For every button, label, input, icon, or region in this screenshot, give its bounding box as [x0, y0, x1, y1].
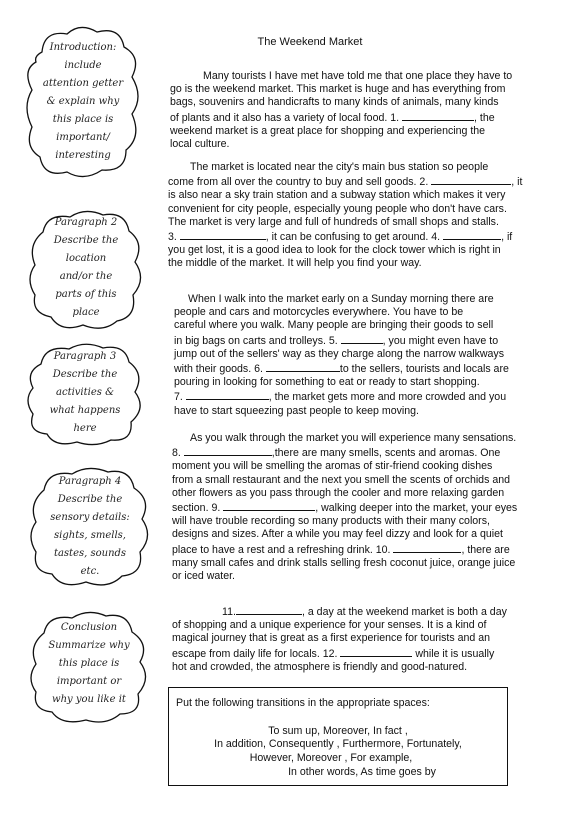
text-line: you get lost, it is a good idea to look for the clock tower which is right in: [168, 244, 501, 257]
cloud-line: sights, smells,: [54, 530, 126, 541]
text-line: people and cars and motorcycles everywhere. You have to be: [174, 306, 464, 319]
cloud-line: important/: [56, 132, 110, 143]
cloud-line: Describe the: [57, 494, 123, 505]
text-line: 11. , a day at the weekend market is both a day: [222, 606, 507, 618]
text-line: or iced water.: [172, 570, 236, 583]
blank-2[interactable]: [431, 174, 511, 185]
cloud-line: Summarize why: [48, 640, 130, 651]
blank-11[interactable]: [236, 604, 302, 615]
text-line: of shopping and a unique experience for your senses. It is a kind of: [172, 619, 487, 632]
cloud-line: what happens: [49, 405, 121, 416]
paragraph-activities: [174, 293, 509, 418]
paragraph-introduction: [170, 70, 512, 151]
text-line: with their goods. 6. to the sellers, tourists and locals are: [174, 363, 509, 376]
cloud-line: and/or the: [59, 271, 113, 282]
cloud-line: sensory details:: [50, 512, 130, 523]
text-line: have to start squeezing past people to keep moving.: [174, 404, 419, 417]
text-line: 8. ,there are many smells, scents and aromas. One: [172, 447, 501, 460]
blank-3[interactable]: [180, 229, 266, 240]
blank-1[interactable]: [402, 110, 474, 121]
cloud-line: Paragraph 4: [58, 476, 122, 487]
text-line: many small cafes and drink stalls selling fresh coconut juice, orange juice: [172, 556, 516, 569]
text-line: other flowers as you pass through the cooler and more relaxing garden: [172, 486, 505, 499]
cloud-line: this place is: [58, 658, 120, 669]
text-line: The market is located near the city's main bus station so people: [190, 161, 489, 173]
text-line: go is the weekend market. This market is huge and has everything from: [170, 83, 506, 96]
transitions-box: [168, 687, 508, 786]
text-line: hot and crowded, the atmosphere is friendly and good-natured.: [172, 660, 468, 673]
cloud-line: Paragraph 2: [54, 217, 118, 228]
cloud-paragraph-2: [25, 207, 147, 332]
text-line: escape from daily life for locals. 12. while it is usually: [172, 647, 495, 660]
transition-list-line: However, Moreover , For example,: [249, 752, 413, 764]
text-line: pouring in looking for something to eat or ready to start shopping.: [174, 376, 480, 389]
text-line: will have trouble recording so many products with their many colors,: [172, 515, 490, 528]
text-line: from a small restaurant and the next you smell the scents of orchids and: [172, 473, 510, 486]
text-line: convenient for city people, especially young people who don't have cars.: [168, 202, 507, 215]
cloud-line: location: [65, 253, 107, 264]
text-line: in big bags on carts and trolleys. 5. , you might even have to: [174, 334, 499, 347]
cloud-line: include: [64, 60, 102, 71]
cloud-line: Describe the: [53, 235, 119, 246]
text-line: place to have a rest and a refreshing drink. 10. , there are: [172, 543, 510, 556]
text-line: of plants and it also has a variety of local food. 1. , the: [170, 111, 495, 124]
text-line: is also near a sky train station and a subway station which makes it very: [168, 189, 506, 202]
page-title: The Weekend Market: [257, 36, 363, 48]
cloud-paragraph-3: [23, 340, 147, 448]
blank-5[interactable]: [341, 333, 383, 344]
text-line: come from all over the country to buy and sell goods. 2. , it: [168, 176, 523, 189]
cloud-line: Paragraph 3: [53, 351, 117, 362]
text-line: careful where you walk. Many people are bringing their goods to sell: [174, 319, 494, 332]
cloud-line: activities &: [56, 387, 114, 398]
text-line: jump out of the sellers' way as they charge along the narrow walkways: [174, 347, 505, 360]
blank-6[interactable]: [266, 361, 340, 372]
text-line: local culture.: [170, 138, 230, 151]
cloud-line: tastes, sounds: [53, 548, 127, 559]
text-line: When I walk into the market early on a Sunday morning there are: [188, 293, 494, 305]
cloud-line: Introduction:: [49, 42, 117, 53]
instruction-text: Put the following transitions in the appropriate spaces:: [176, 697, 430, 709]
blank-4[interactable]: [443, 229, 501, 240]
transition-list-line: In other words, As time goes by: [288, 766, 436, 778]
transition-list-line: To sum up, Moreover, In fact ,: [268, 725, 408, 737]
cloud-line: interesting: [55, 150, 111, 161]
text-line: the middle of the market. It will help you find your way.: [168, 257, 422, 270]
blank-7[interactable]: [186, 389, 269, 400]
text-line: bags, souvenirs and handicrafts to many kinds of animals, many kinds: [170, 96, 499, 109]
cloud-line: attention getter: [42, 78, 124, 89]
cloud-line: etc.: [80, 566, 100, 577]
cloud-line: Describe the: [52, 369, 118, 380]
text-line: 7. , the market gets more and more crowded and you: [174, 391, 507, 404]
cloud-line: important or: [56, 676, 122, 687]
cloud-line: why you like it: [52, 694, 126, 705]
paragraph-location: [168, 161, 522, 271]
text-line: moment you will be smelling the aromas of stir-friend cooking dishes: [172, 460, 493, 473]
cloud-line: & explain why: [46, 96, 120, 107]
blank-10[interactable]: [393, 542, 461, 553]
paragraph-sensory: [172, 432, 517, 583]
text-line: designs and sizes. After a while you may feel dizzy and look for a quiet: [172, 528, 503, 541]
text-line: 3. , it can be confusing to get around. 4. , if: [168, 231, 513, 244]
text-line: The market is very large and full of hundreds of small shops and stalls.: [168, 215, 499, 228]
cloud-line: this place is: [52, 114, 114, 125]
text-line: magical journey that is great as a first experience for tourists and an: [172, 632, 490, 645]
paragraph-conclusion: [172, 604, 507, 674]
cloud-line: here: [73, 423, 97, 434]
cloud-paragraph-4: [26, 464, 154, 589]
text-line: Many tourists I have met have told me that one place they have to: [203, 70, 513, 82]
cloud-conclusion: [26, 608, 152, 726]
text-line: As you walk through the market you will experience many sensations.: [190, 432, 517, 444]
cloud-line: Conclusion: [60, 622, 118, 633]
text-line: weekend market is a great place for shopping and experiencing the: [170, 124, 486, 137]
cloud-line: place: [72, 307, 100, 318]
text-line: section. 9. , walking deeper into the market, your eyes: [172, 502, 518, 515]
blank-12[interactable]: [340, 646, 412, 657]
cloud-line: parts of this: [55, 289, 117, 300]
blank-9[interactable]: [223, 500, 315, 511]
transition-list-line: In addition, Consequently , Furthermore, Fortunately,: [214, 738, 462, 750]
blank-8[interactable]: [184, 445, 272, 456]
